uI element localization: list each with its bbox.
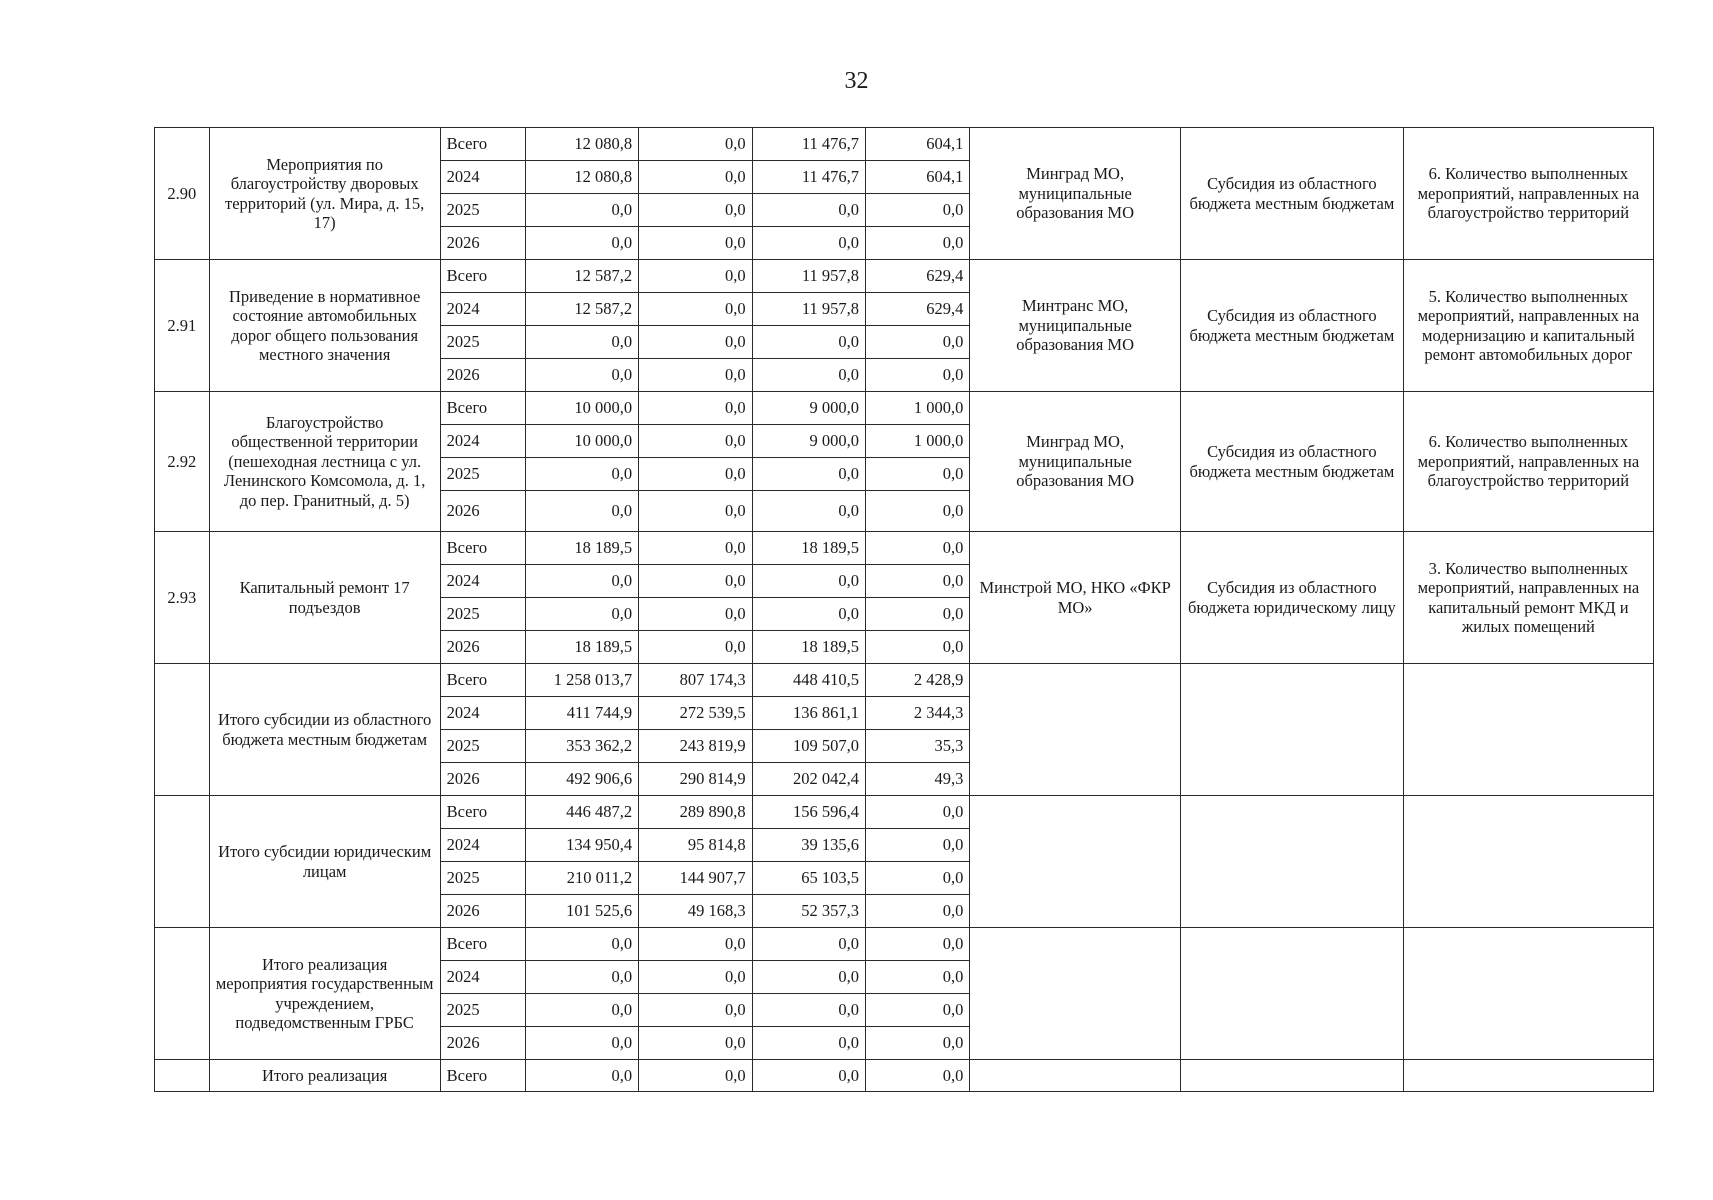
value-local: 35,3: [866, 730, 970, 763]
year-cell: 2025: [440, 458, 525, 491]
row-name: Итого субсидии юридическим лицам: [209, 796, 440, 928]
value-federal: 289 890,8: [639, 796, 752, 829]
year-cell: 2024: [440, 697, 525, 730]
value-federal: 0,0: [639, 194, 752, 227]
value-federal: 0,0: [639, 128, 752, 161]
value-regional: 39 135,6: [752, 829, 865, 862]
indicator-cell: [1403, 664, 1653, 796]
year-cell: Всего: [440, 392, 525, 425]
value-local: 0,0: [866, 227, 970, 260]
value-local: 0,0: [866, 796, 970, 829]
value-local: 0,0: [866, 491, 970, 532]
value-local: 0,0: [866, 326, 970, 359]
value-total: 0,0: [525, 598, 638, 631]
value-regional: 0,0: [752, 1060, 865, 1092]
value-total: 18 189,5: [525, 631, 638, 664]
value-regional: 9 000,0: [752, 392, 865, 425]
value-total: 0,0: [525, 1027, 638, 1060]
executor-cell: [970, 796, 1181, 928]
value-regional: 0,0: [752, 994, 865, 1027]
value-total: 1 258 013,7: [525, 664, 638, 697]
value-total: 12 587,2: [525, 293, 638, 326]
value-local: 0,0: [866, 862, 970, 895]
value-local: 2 428,9: [866, 664, 970, 697]
value-federal: 0,0: [639, 565, 752, 598]
value-federal: 0,0: [639, 994, 752, 1027]
value-federal: 0,0: [639, 326, 752, 359]
value-total: 12 080,8: [525, 161, 638, 194]
value-federal: 807 174,3: [639, 664, 752, 697]
year-cell: 2025: [440, 326, 525, 359]
value-total: 12 587,2: [525, 260, 638, 293]
value-total: 0,0: [525, 994, 638, 1027]
value-regional: 11 957,8: [752, 293, 865, 326]
year-cell: 2026: [440, 895, 525, 928]
value-federal: 0,0: [639, 598, 752, 631]
table-row: [155, 392, 1654, 425]
value-federal: 0,0: [639, 532, 752, 565]
value-federal: 0,0: [639, 359, 752, 392]
table-row: [155, 532, 1654, 565]
indicator-cell: 6. Количество выполненных мероприятий, направленных на благоустройство территорий: [1403, 392, 1653, 532]
value-federal: 49 168,3: [639, 895, 752, 928]
row-name: Мероприятия по благоустройству дворовых территорий (ул. Мира, д. 15, 17): [209, 128, 440, 260]
year-cell: 2024: [440, 565, 525, 598]
row-number: 2.92: [155, 392, 210, 532]
value-federal: 0,0: [639, 491, 752, 532]
indicator-cell: [1403, 1060, 1653, 1092]
executor-cell: Минстрой МО, НКО «ФКР МО»: [970, 532, 1181, 664]
value-federal: 0,0: [639, 293, 752, 326]
form-cell: Субсидия из областного бюджета юридическому лицу: [1180, 532, 1403, 664]
value-federal: 0,0: [639, 458, 752, 491]
value-total: 0,0: [525, 326, 638, 359]
executor-cell: Минград МО, муниципальные образования МО: [970, 392, 1181, 532]
year-cell: 2025: [440, 598, 525, 631]
value-regional: 9 000,0: [752, 425, 865, 458]
form-cell: Субсидия из областного бюджета местным бюджетам: [1180, 260, 1403, 392]
value-total: 353 362,2: [525, 730, 638, 763]
value-total: 210 011,2: [525, 862, 638, 895]
value-total: 12 080,8: [525, 128, 638, 161]
table-row: [155, 260, 1654, 293]
value-local: 0,0: [866, 1060, 970, 1092]
year-cell: 2026: [440, 631, 525, 664]
table-row: [155, 128, 1654, 161]
year-cell: 2025: [440, 994, 525, 1027]
value-total: 10 000,0: [525, 392, 638, 425]
row-name: Благоустройство общественной территории (пешеходная лестница с ул. Ленинского Комсомола, д. 1, до пер. Гранитный, д. 5): [209, 392, 440, 532]
table-row: [155, 928, 1654, 961]
value-total: 0,0: [525, 565, 638, 598]
value-total: 446 487,2: [525, 796, 638, 829]
row-name: Приведение в нормативное состояние автомобильных дорог общего пользования местного значения: [209, 260, 440, 392]
indicator-cell: [1403, 796, 1653, 928]
value-federal: 144 907,7: [639, 862, 752, 895]
value-total: 0,0: [525, 961, 638, 994]
value-federal: 0,0: [639, 928, 752, 961]
year-cell: 2025: [440, 194, 525, 227]
value-total: 101 525,6: [525, 895, 638, 928]
value-local: 1 000,0: [866, 392, 970, 425]
indicator-cell: 5. Количество выполненных мероприятий, направленных на модернизацию и капитальный ремонт автомобильных дорог: [1403, 260, 1653, 392]
value-regional: 11 476,7: [752, 128, 865, 161]
year-cell: Всего: [440, 796, 525, 829]
value-local: 0,0: [866, 928, 970, 961]
value-regional: 52 357,3: [752, 895, 865, 928]
value-federal: 0,0: [639, 631, 752, 664]
value-regional: 0,0: [752, 359, 865, 392]
value-total: 411 744,9: [525, 697, 638, 730]
value-regional: 202 042,4: [752, 763, 865, 796]
year-cell: 2026: [440, 227, 525, 260]
value-total: 0,0: [525, 1060, 638, 1092]
year-cell: 2026: [440, 1027, 525, 1060]
row-number: 2.93: [155, 532, 210, 664]
value-regional: 0,0: [752, 194, 865, 227]
value-local: 0,0: [866, 895, 970, 928]
year-cell: Всего: [440, 532, 525, 565]
year-cell: 2024: [440, 293, 525, 326]
value-regional: 0,0: [752, 1027, 865, 1060]
form-cell: [1180, 664, 1403, 796]
value-local: 604,1: [866, 161, 970, 194]
value-total: 0,0: [525, 928, 638, 961]
value-local: 0,0: [866, 961, 970, 994]
row-number: [155, 928, 210, 1060]
year-cell: 2024: [440, 161, 525, 194]
year-cell: 2026: [440, 359, 525, 392]
value-regional: 0,0: [752, 928, 865, 961]
row-name: Итого субсидии из областного бюджета местным бюджетам: [209, 664, 440, 796]
value-total: 18 189,5: [525, 532, 638, 565]
row-number: 2.91: [155, 260, 210, 392]
row-number: [155, 1060, 210, 1092]
year-cell: Всего: [440, 664, 525, 697]
value-local: 0,0: [866, 532, 970, 565]
year-cell: 2024: [440, 961, 525, 994]
executor-cell: [970, 1060, 1181, 1092]
value-regional: 0,0: [752, 565, 865, 598]
value-federal: 0,0: [639, 227, 752, 260]
value-regional: 109 507,0: [752, 730, 865, 763]
value-local: 0,0: [866, 565, 970, 598]
executor-cell: [970, 664, 1181, 796]
value-federal: 0,0: [639, 392, 752, 425]
table-row: [155, 664, 1654, 697]
table-body: [155, 128, 1654, 1092]
value-local: 629,4: [866, 260, 970, 293]
value-federal: 0,0: [639, 1060, 752, 1092]
table-row: [155, 1060, 1654, 1092]
value-regional: 0,0: [752, 491, 865, 532]
value-regional: 0,0: [752, 598, 865, 631]
value-total: 10 000,0: [525, 425, 638, 458]
year-cell: 2025: [440, 730, 525, 763]
value-federal: 0,0: [639, 260, 752, 293]
executor-cell: Минтранс МО, муниципальные образования МО: [970, 260, 1181, 392]
year-cell: Всего: [440, 1060, 525, 1092]
value-regional: 0,0: [752, 227, 865, 260]
value-local: 0,0: [866, 598, 970, 631]
year-cell: 2024: [440, 425, 525, 458]
value-local: 1 000,0: [866, 425, 970, 458]
row-name: Капитальный ремонт 17 подъездов: [209, 532, 440, 664]
value-total: 492 906,6: [525, 763, 638, 796]
year-cell: Всего: [440, 260, 525, 293]
form-cell: Субсидия из областного бюджета местным бюджетам: [1180, 128, 1403, 260]
form-cell: [1180, 796, 1403, 928]
value-federal: 95 814,8: [639, 829, 752, 862]
value-federal: 290 814,9: [639, 763, 752, 796]
row-name: Итого реализация мероприятия государственным учреждением, подведомственным ГРБС: [209, 928, 440, 1060]
value-federal: 0,0: [639, 425, 752, 458]
year-cell: Всего: [440, 928, 525, 961]
value-local: 0,0: [866, 458, 970, 491]
form-cell: [1180, 928, 1403, 1060]
value-regional: 0,0: [752, 961, 865, 994]
indicator-cell: 3. Количество выполненных мероприятий, направленных на капитальный ремонт МКД и жилых помещений: [1403, 532, 1653, 664]
value-local: 0,0: [866, 194, 970, 227]
value-federal: 272 539,5: [639, 697, 752, 730]
value-federal: 0,0: [639, 161, 752, 194]
value-total: 134 950,4: [525, 829, 638, 862]
value-regional: 136 861,1: [752, 697, 865, 730]
value-regional: 18 189,5: [752, 532, 865, 565]
value-regional: 18 189,5: [752, 631, 865, 664]
value-regional: 11 476,7: [752, 161, 865, 194]
value-regional: 156 596,4: [752, 796, 865, 829]
indicator-cell: 6. Количество выполненных мероприятий, направленных на благоустройство территорий: [1403, 128, 1653, 260]
table-row: [155, 796, 1654, 829]
value-total: 0,0: [525, 491, 638, 532]
value-local: 629,4: [866, 293, 970, 326]
value-local: 2 344,3: [866, 697, 970, 730]
page-number: 32: [844, 68, 869, 94]
value-local: 604,1: [866, 128, 970, 161]
executor-cell: [970, 928, 1181, 1060]
value-local: 0,0: [866, 829, 970, 862]
value-federal: 243 819,9: [639, 730, 752, 763]
value-local: 0,0: [866, 994, 970, 1027]
form-cell: Субсидия из областного бюджета местным бюджетам: [1180, 392, 1403, 532]
value-regional: 65 103,5: [752, 862, 865, 895]
value-federal: 0,0: [639, 961, 752, 994]
year-cell: 2024: [440, 829, 525, 862]
value-total: 0,0: [525, 227, 638, 260]
value-federal: 0,0: [639, 1027, 752, 1060]
row-number: [155, 664, 210, 796]
value-regional: 0,0: [752, 326, 865, 359]
value-local: 0,0: [866, 1027, 970, 1060]
year-cell: 2025: [440, 862, 525, 895]
form-cell: [1180, 1060, 1403, 1092]
value-local: 0,0: [866, 631, 970, 664]
indicator-cell: [1403, 928, 1653, 1060]
row-number: 2.90: [155, 128, 210, 260]
value-local: 0,0: [866, 359, 970, 392]
value-regional: 448 410,5: [752, 664, 865, 697]
row-number: [155, 796, 210, 928]
row-name: Итого реализация: [209, 1060, 440, 1092]
executor-cell: Минград МО, муниципальные образования МО: [970, 128, 1181, 260]
budget-table: [154, 127, 1654, 1092]
value-total: 0,0: [525, 458, 638, 491]
value-regional: 11 957,8: [752, 260, 865, 293]
year-cell: Всего: [440, 128, 525, 161]
year-cell: 2026: [440, 491, 525, 532]
value-total: 0,0: [525, 359, 638, 392]
value-local: 49,3: [866, 763, 970, 796]
value-regional: 0,0: [752, 458, 865, 491]
value-total: 0,0: [525, 194, 638, 227]
year-cell: 2026: [440, 763, 525, 796]
